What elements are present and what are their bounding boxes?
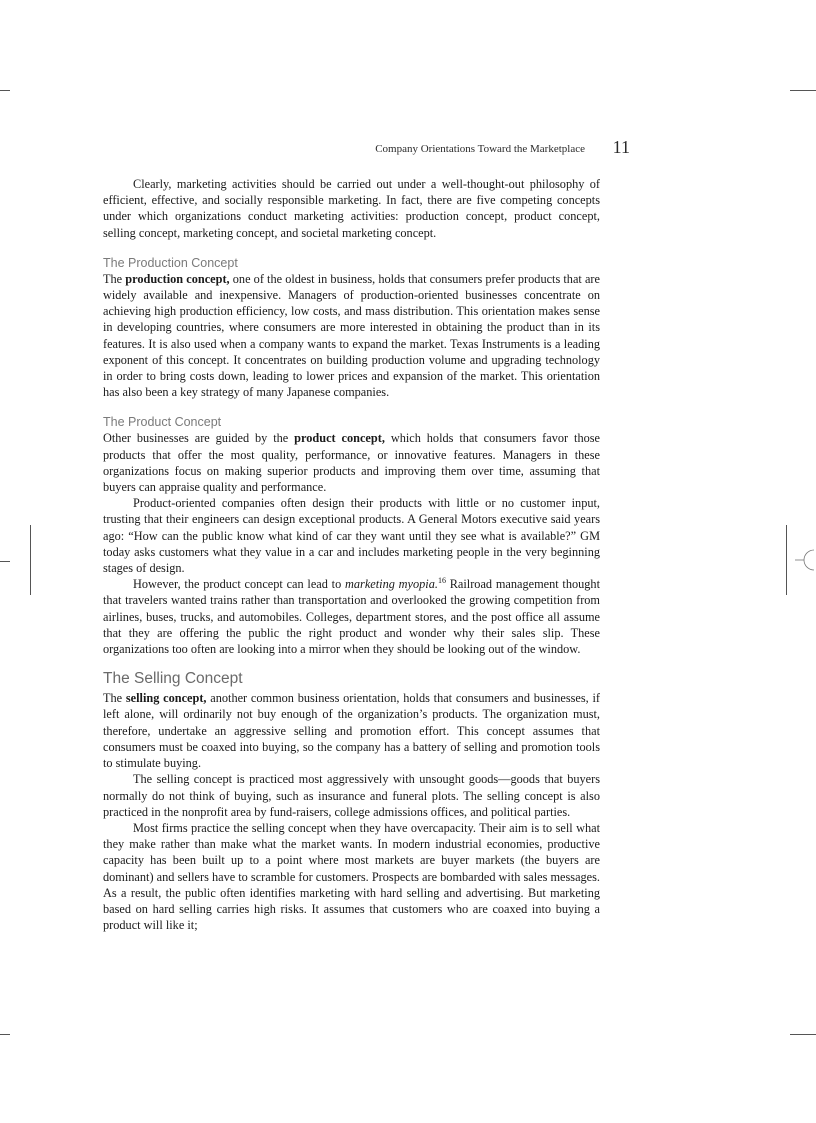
section-heading-selling-concept: The Selling Concept	[103, 670, 243, 688]
crop-mark	[790, 1034, 816, 1035]
product-concept-paragraph: However, the product concept can lead to marketing myopia.$^{16}$ Railroad management thought that travelers wanted trains rather than transportation and overlooked the growing competition from airlines, buses, trucks, and automobiles. Colleges, department stores, and the post office all assume that they are offering the public the right product and wonder why their sales slip. These organizations too often are looking into a mirror when they should be looking out of the window.	[103, 576, 601, 657]
crop-mark	[0, 561, 10, 562]
key-term: product concept,	[294, 431, 385, 446]
production-concept-paragraph: The production concept, one of the oldest in business, holds that consumers prefer products that are widely available and inexpensive. Managers of production-oriented businesses concentrate on achieving high production efficiency, low costs, and mass distribution. This orientation makes sense in developing countries, where consumers are more interested in obtaining the product than in its features. It is also used when a company wants to expand the market. Texas Instruments is a leading exponent of this concept. It concentrates on building production volume and upgrading technology in order to bring costs down, leading to lower prices and expansion of the market. This orientation has also been a key strategy of many Japanese companies.	[103, 271, 600, 400]
crop-mark	[790, 90, 816, 91]
selling-concept-paragraph: Most firms practice the selling concept when they have overcapacity. Their aim is to sell what they make rather than make what the market wants. In modern industrial economies, productive capacity has been built up to a point where most markets are buyer markets (the buyers are dominant) and sellers have to scramble for customers. Prospects are bombarded with sales messages. As a result, the public often identifies marketing with hard selling and advertising. But marketing based on hard selling carries high risks. It assumes that customers who are coaxed into buying a product will like it;	[103, 820, 600, 933]
running-head: Company Orientations Toward the Marketplace	[375, 143, 585, 155]
footnote-ref: 16	[437, 576, 446, 586]
key-term: production concept,	[125, 271, 230, 286]
crop-mark	[0, 90, 10, 91]
key-term: selling concept,	[125, 691, 207, 706]
crop-mark	[30, 525, 31, 595]
section-heading-product-concept: The Product Concept	[103, 415, 222, 430]
selling-concept-paragraph: The selling concept is practiced most aggressively with unsought goods—goods that buyers normally do not think of buying, such as insurance and funeral plots. The selling concept is also practiced in the nonprofit area by fund-raisers, college admissions offices, and political parties.	[103, 772, 600, 819]
crop-mark	[0, 1034, 10, 1035]
page-header	[103, 139, 630, 157]
emphasized-term: marketing myopia.	[345, 577, 438, 592]
product-concept-paragraph: Other businesses are guided by the product concept, which holds that consumers favor those products that offer the most quality, performance, or innovative features. Managers in these organizations focus on making superior products and improving them over time, assuming that buyers can appraise quality and performance.	[103, 431, 600, 495]
page-body	[103, 176, 600, 933]
registration-mark-icon	[795, 548, 815, 572]
crop-mark	[786, 525, 787, 595]
intro-paragraph: Clearly, marketing activities should be carried out under a well-thought-out philosophy of efficient, effective, and socially responsible marketing. In fact, there are five competing concepts under which organizations conduct marketing activities: production concept, product concept, selling concept, marketing concept, and societal marketing concept.	[103, 177, 600, 240]
product-concept-paragraph: Product-oriented companies often design their products with little or no customer input, trusting that their engineers can design exceptional products. A General Motors executive said years ago: “How can the public know what kind of car they want until they see what is available?” GM today asks customers what they value in a car and includes marketing people in the very beginning stages of design.	[103, 496, 600, 576]
selling-concept-paragraph: The selling concept, another common business orientation, holds that consumers and businesses, if left alone, will ordinarily not buy enough of the organization’s products. The organization must, therefore, undertake an aggressive selling and promotion effort. This concept assumes that consumers must be coaxed into buying, so the company has a battery of selling and promotion tools to stimulate buying.	[103, 691, 600, 771]
section-heading-production-concept: The Production Concept	[103, 255, 238, 270]
page-number: 11	[612, 137, 630, 157]
